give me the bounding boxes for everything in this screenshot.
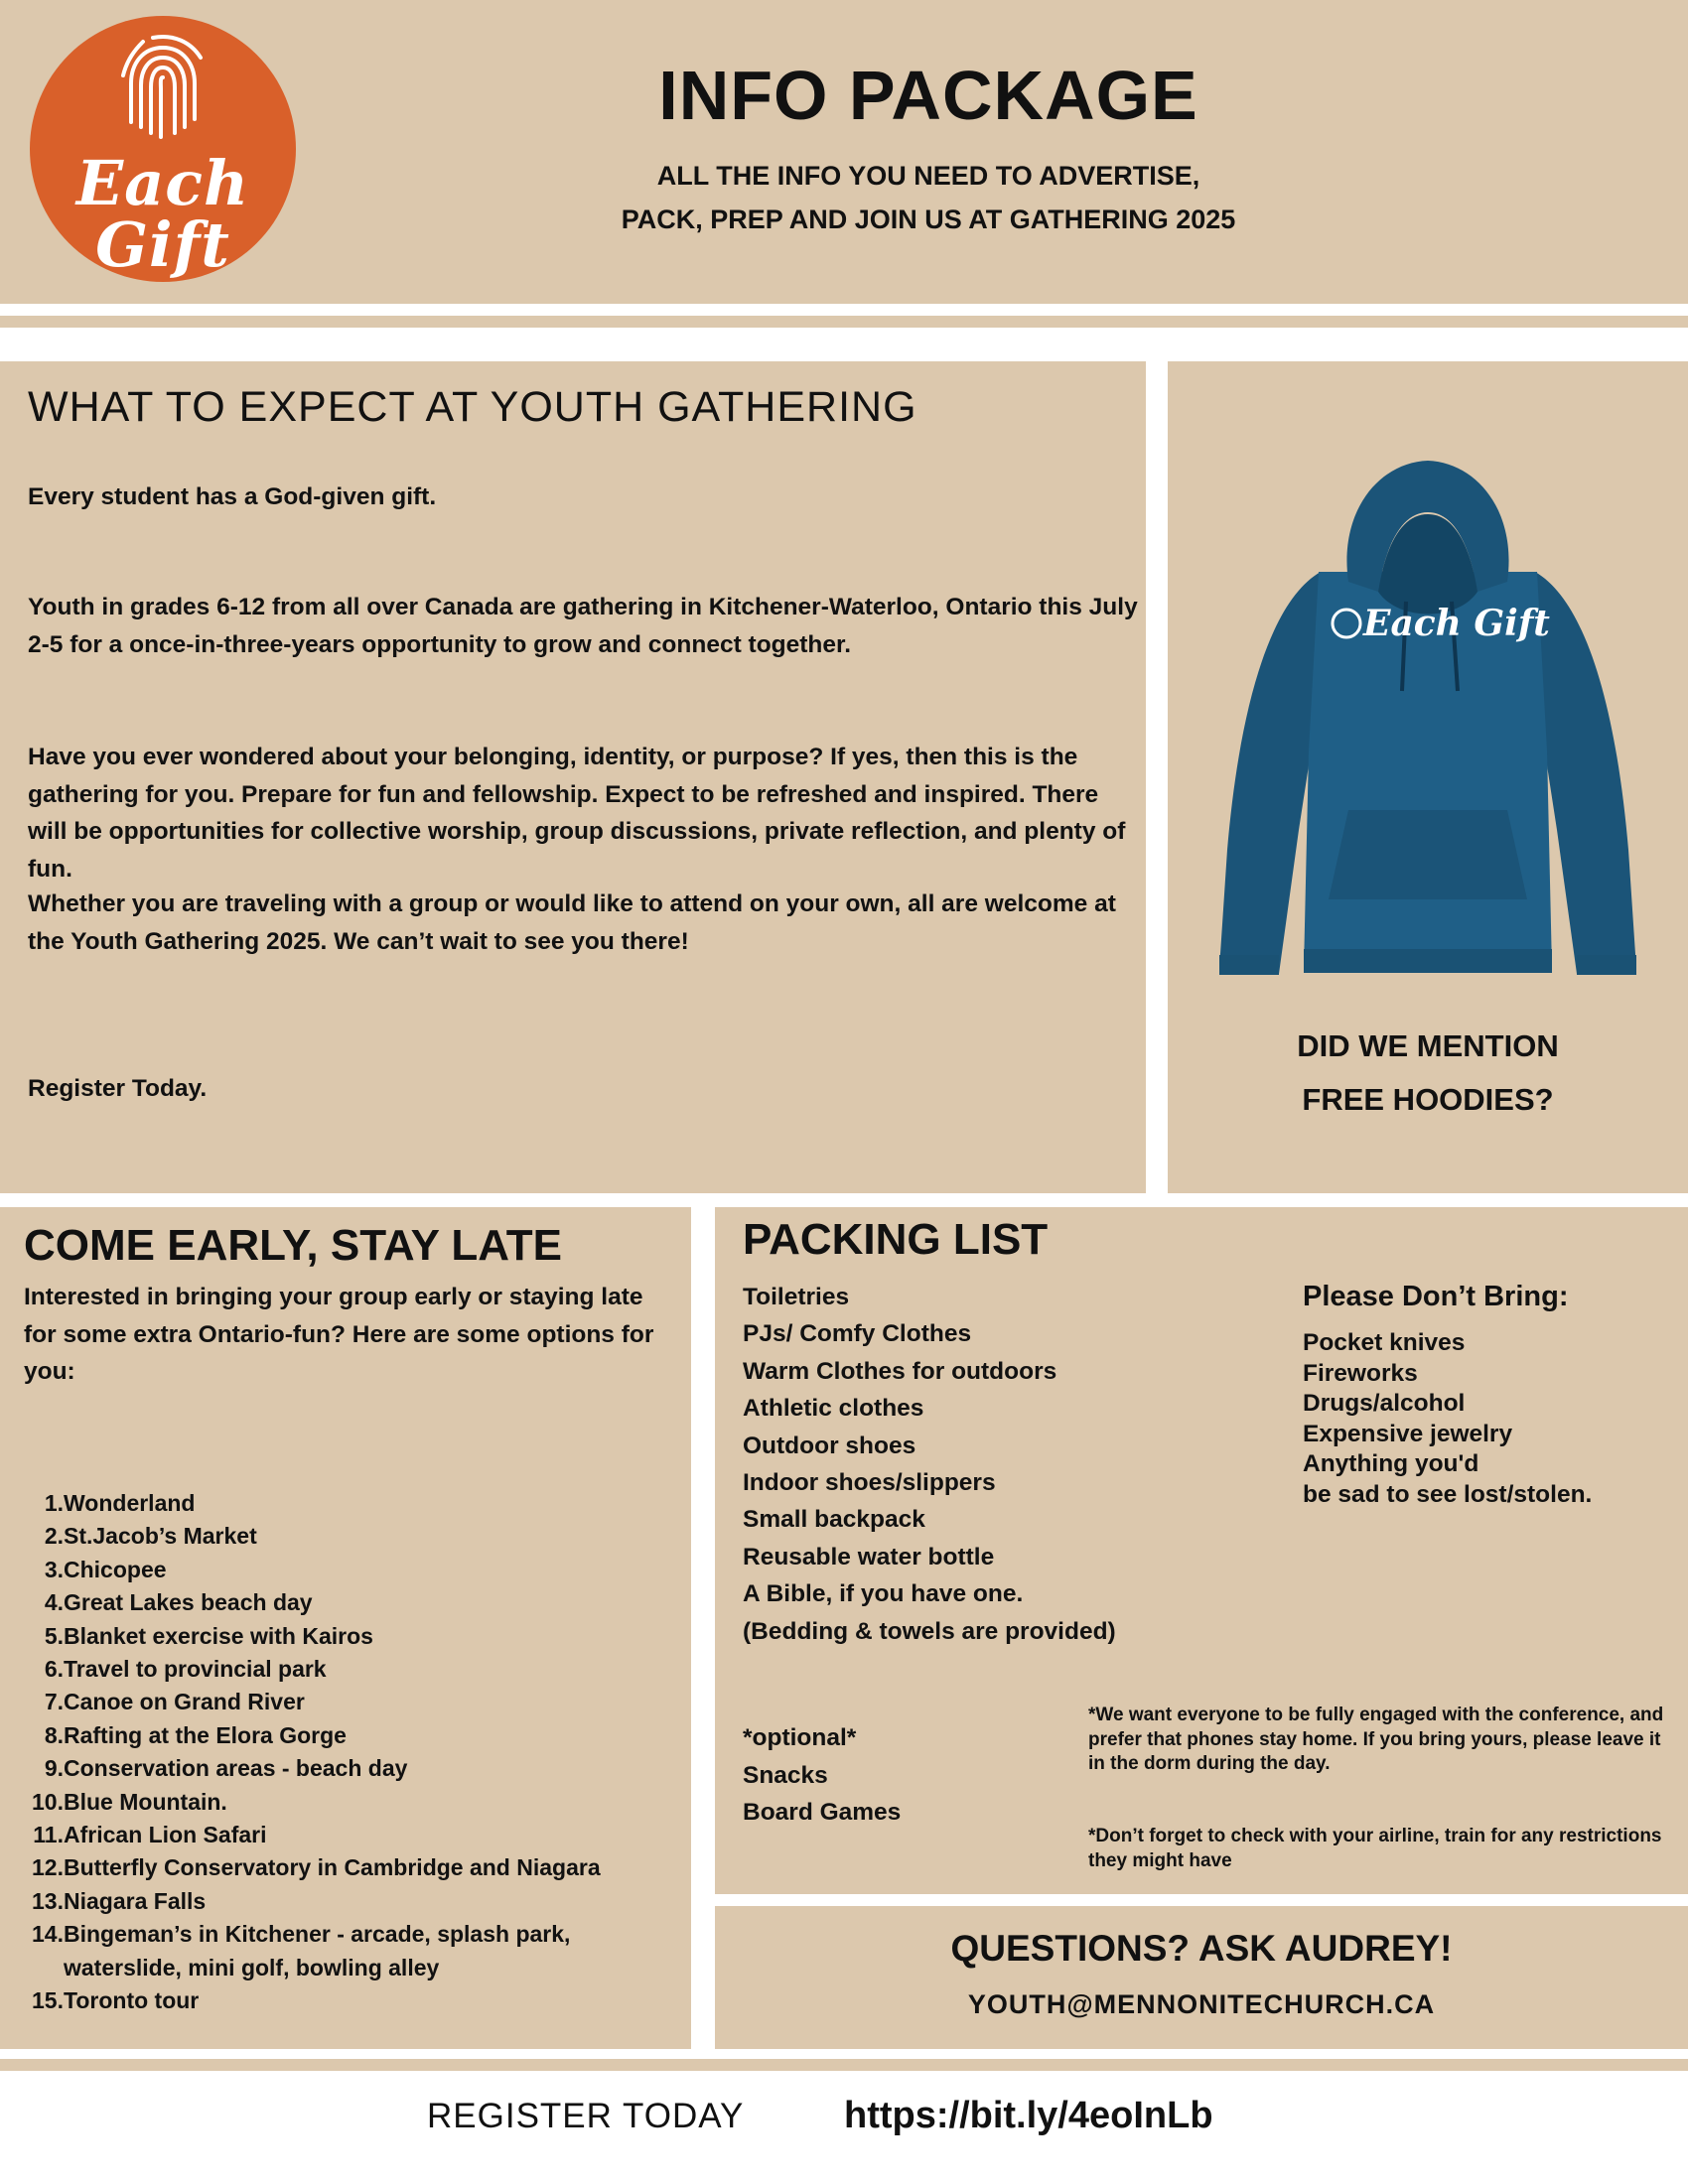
- paragraph: Have you ever wondered about your belonging, identity, or purpose? If yes, then this is the gathering for you. Prepare for fun and fellowship. Expect to be refreshed and inspired. There will be opportunities for collective worship, group discussions, private reflection, and plenty of fun.: [28, 744, 1126, 883]
- packing-item: PJs/ Comfy Clothes: [743, 1320, 972, 1348]
- page-title: INFO PACKAGE: [658, 57, 1198, 134]
- dont-bring-items: [1303, 1328, 1592, 1510]
- list-item-text: Bingeman’s in Kitchener - arcade, splash park, waterslide, mini golf, bowling alley: [64, 1921, 571, 1980]
- dont-bring-item: Fireworks: [1303, 1359, 1418, 1387]
- contact-email[interactable]: YOUTH@MENNONITECHURCH.CA: [967, 1989, 1436, 2019]
- list-item: [24, 1885, 689, 1918]
- list-item-text: Conservation areas - beach day: [64, 1755, 408, 1782]
- list-item: [24, 1719, 689, 1752]
- section-title: PACKING LIST: [743, 1215, 1049, 1264]
- list-item-text: Butterfly Conservatory in Cambridge and Niagara: [64, 1854, 601, 1881]
- list-item-number: 4.: [44, 1589, 64, 1616]
- subtitle-line-2: PACK, PREP AND JOIN US AT GATHERING 2025: [621, 205, 1236, 234]
- hoodie-caption-line-1: DID WE MENTION: [1297, 1028, 1559, 1063]
- packing-item: (Bedding & towels are provided): [743, 1617, 1116, 1645]
- packing-item: Reusable water bottle: [743, 1543, 995, 1570]
- list-item: [24, 1984, 689, 2017]
- optional-item: Snacks: [743, 1761, 828, 1789]
- dont-bring-title: Please Don’t Bring:: [1303, 1281, 1569, 1312]
- list-item-text: Toronto tour: [64, 1987, 200, 2014]
- logo-word-each: Each: [75, 147, 250, 219]
- paragraph: Whether you are traveling with a group or would like to attend on your own, all are welcome at the Youth Gathering 2025. We can’t wait to see you there!: [28, 890, 1116, 955]
- header: [0, 0, 1688, 304]
- packing-item: Athletic clothes: [743, 1395, 924, 1423]
- packing-item: Small backpack: [743, 1506, 925, 1534]
- hoodie-caption-line-2: FREE HOODIES?: [1302, 1082, 1554, 1117]
- dont-bring-item: be sad to see lost/stolen.: [1303, 1480, 1593, 1508]
- list-item-text: St.Jacob’s Market: [64, 1523, 257, 1550]
- fingerprint-icon: [113, 28, 212, 147]
- list-item-text: Rafting at the Elora Gorge: [64, 1721, 347, 1748]
- list-item: [24, 1851, 689, 1884]
- packing-item: Warm Clothes for outdoors: [743, 1357, 1057, 1385]
- packing-item: A Bible, if you have one.: [743, 1580, 1024, 1608]
- hoodie-image: [1209, 453, 1646, 999]
- footer-register-label: REGISTER TODAY: [427, 2097, 745, 2135]
- register-cta: Register Today.: [28, 1075, 208, 1102]
- list-item-number: 11.: [33, 1822, 64, 1848]
- activity-list: [24, 1487, 689, 2018]
- list-item-number: 5.: [44, 1622, 64, 1649]
- list-item-number: 13.: [32, 1887, 64, 1914]
- list-item-text: Travel to provincial park: [64, 1656, 327, 1683]
- divider-band: [0, 316, 1688, 328]
- hoodie-print: Each Gift: [1363, 603, 1550, 644]
- list-item: [24, 1520, 689, 1553]
- optional-item: Board Games: [743, 1799, 902, 1826]
- hoodie-section: [1168, 361, 1688, 1193]
- list-item-number: 1.: [44, 1490, 64, 1516]
- section-title: COME EARLY, STAY LATE: [24, 1221, 562, 1270]
- section-title: WHAT TO EXPECT AT YOUTH GATHERING: [28, 383, 917, 431]
- list-item-number: 2.: [44, 1523, 64, 1550]
- list-item: [24, 1554, 689, 1586]
- list-item-number: 14.: [32, 1921, 64, 1948]
- packing-list-section: [715, 1207, 1688, 1894]
- list-item-number: 7.: [44, 1689, 64, 1715]
- list-item: [24, 1918, 689, 1984]
- list-item-text: Blanket exercise with Kairos: [64, 1622, 373, 1649]
- list-item-text: Chicopee: [64, 1556, 167, 1582]
- list-item: [24, 1620, 689, 1653]
- list-item-text: Canoe on Grand River: [64, 1689, 305, 1715]
- list-item-number: 12.: [32, 1854, 64, 1881]
- list-item-number: 3.: [44, 1556, 64, 1582]
- list-item-number: 15.: [32, 1987, 64, 2014]
- phone-note: *We want everyone to be fully engaged with the conference, and prefer that phones stay home. If you bring yours, please leave it in the dorm during the day.: [1088, 1705, 1664, 1774]
- list-item-text: African Lion Safari: [64, 1822, 267, 1848]
- list-item: [24, 1819, 689, 1851]
- register-link[interactable]: https://bit.ly/4eoInLb: [844, 2095, 1213, 2136]
- subtitle-line-1: ALL THE INFO YOU NEED TO ADVERTISE,: [656, 161, 1200, 191]
- packing-items: [743, 1279, 1116, 1650]
- list-item-text: Wonderland: [64, 1490, 196, 1516]
- footer-band: [0, 2059, 1688, 2071]
- dont-bring-item: Expensive jewelry: [1303, 1420, 1513, 1447]
- list-item-number: 9.: [44, 1755, 64, 1782]
- list-item-text: Great Lakes beach day: [64, 1589, 313, 1616]
- list-item: [24, 1786, 689, 1819]
- packing-item: Toiletries: [743, 1284, 850, 1310]
- what-to-expect-section: [0, 361, 1146, 1193]
- optional-items: [743, 1719, 901, 1832]
- questions-section: [715, 1906, 1688, 2049]
- each-gift-logo: [30, 16, 296, 282]
- list-item-number: 6.: [44, 1656, 64, 1683]
- list-item-text: Blue Mountain.: [64, 1788, 227, 1815]
- list-item: [24, 1653, 689, 1686]
- list-item-text: Niagara Falls: [64, 1887, 207, 1914]
- list-item: [24, 1686, 689, 1718]
- packing-item: Indoor shoes/slippers: [743, 1469, 996, 1497]
- optional-item: *optional*: [743, 1724, 857, 1751]
- paragraph: Youth in grades 6-12 from all over Canada are gathering in Kitchener-Waterloo, Ontario this July 2-5 for a once-in-three-years opportunity to grow and connect together.: [28, 594, 1138, 658]
- list-item: [24, 1752, 689, 1785]
- questions-title: QUESTIONS? ASK AUDREY!: [950, 1928, 1453, 1969]
- paragraph: Every student has a God-given gift.: [28, 483, 437, 510]
- list-item: [24, 1586, 689, 1619]
- packing-item: Outdoor shoes: [743, 1432, 916, 1459]
- dont-bring-item: Pocket knives: [1303, 1329, 1466, 1356]
- paragraph: Interested in bringing your group early or staying late for some extra Ontario-fun? Here are some options for you:: [24, 1284, 654, 1385]
- come-early-section: [0, 1207, 691, 2049]
- travel-note: *Don’t forget to check with your airline, train for any restrictions they might have: [1088, 1826, 1662, 1871]
- list-item: [24, 1487, 689, 1520]
- list-item-number: 8.: [44, 1721, 64, 1748]
- list-item-number: 10.: [32, 1788, 64, 1815]
- dont-bring-item: Anything you'd: [1303, 1450, 1479, 1477]
- logo-word-gift: Gift: [95, 208, 230, 281]
- dont-bring-item: Drugs/alcohol: [1303, 1390, 1466, 1417]
